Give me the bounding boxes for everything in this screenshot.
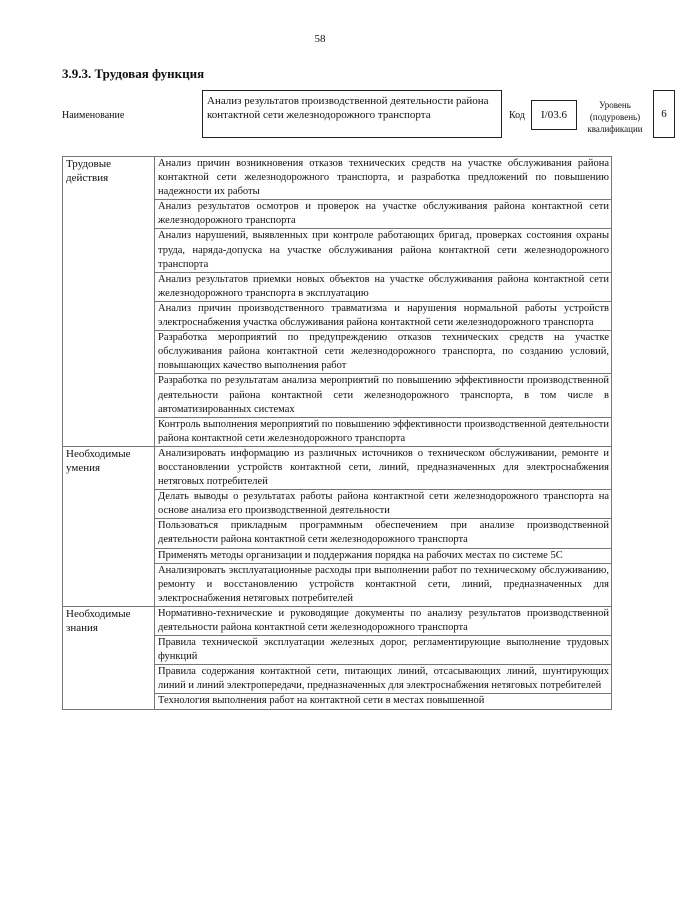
category-cell: Трудовые действия — [63, 157, 155, 447]
page-number: 58 — [314, 33, 326, 45]
item-cell: Анализ результатов осмотров и проверок на участке обслуживания района контактной сети железнодорожного транспорта — [155, 200, 612, 229]
table-row — [63, 606, 612, 635]
item-cell: Анализировать эксплуатационные расходы при выполнении работ по техническому обслуживанию, ремонту и восстановлению устройств контактной сети, линий, предназначенных для электроснабжения нетяговых потребителей — [155, 563, 612, 606]
item-cell: Делать выводы о результатах работы района контактной сети железнодорожного транспорта на основе анализа его производственной деятельности — [155, 490, 612, 519]
item-cell: Анализ причин возникновения отказов технических средств на участке обслуживания района контактной сети железнодорожного транспорта, и разработка предложений по повышению надежности их работы — [155, 157, 612, 200]
category-cell: Необходимые умения — [63, 446, 155, 606]
table-row — [63, 446, 612, 489]
item-cell: Разработка мероприятий по предупреждению отказов технических средств на участке обслуживания района контактной сети железнодорожного транспорта, по созданию условий, повышающих качество выполнения работ — [155, 331, 612, 374]
item-cell: Анализ результатов приемки новых объектов на участке обслуживания района контактной сети железнодорожного транспорта в эксплуатацию — [155, 272, 612, 301]
level-label: Уровень (подуровень) квалификации — [587, 100, 643, 134]
item-cell: Применять методы организации и поддержания порядка на рабочих местах по системе 5С — [155, 548, 612, 563]
function-header — [62, 90, 667, 140]
item-cell: Разработка по результатам анализа мероприятий по повышению эффективности производственной деятельности района контактной сети железнодорожного транспорта, в том числе в автоматизированных системах — [155, 374, 612, 417]
item-cell: Пользоваться прикладным программным обеспечением при анализе производственной деятельности района контактной сети железнодорожного транспорта — [155, 519, 612, 548]
function-table — [62, 156, 612, 710]
name-label: Наименование — [62, 110, 125, 121]
category-cell: Необходимые знания — [63, 606, 155, 709]
item-cell: Анализ нарушений, выявленных при контроле работающих бригад, проверках состояния охраны труда, наряда-допуска на участке обслуживания района контактной сети железнодорожного транспорта — [155, 229, 612, 272]
code-label: Код — [509, 110, 525, 121]
item-cell: Анализ причин производственного травматизма и нарушения нормальной работы устройств электроснабжения участка обслуживания района контактной сети железнодорожного транспорта — [155, 301, 612, 330]
name-value: Анализ результатов производственной деятельности района контактной сети железнодорожного транспорта — [202, 90, 502, 138]
item-cell: Нормативно-технические и руководящие документы по анализу результатов производственной деятельности района контактной сети железнодорожного транспорта — [155, 606, 612, 635]
item-cell: Правила содержания контактной сети, питающих линий, отсасывающих линий, шунтирующих линий и линий электропередачи, предназначенных для электроснабжения нетяговых потребителей — [155, 665, 612, 694]
code-value: I/03.6 — [531, 100, 577, 130]
table-row — [63, 157, 612, 200]
section-heading: 3.9.3. Трудовая функция — [62, 66, 205, 81]
item-cell: Технология выполнения работ на контактной сети в местах повышенной — [155, 694, 612, 709]
item-cell: Контроль выполнения мероприятий по повышению эффективности производственной деятельности района контактной сети железнодорожного транспорта — [155, 417, 612, 446]
item-cell: Анализировать информацию из различных источников о техническом обслуживании, ремонте и восстановлении устройств контактной сети, линий, предназначенных для электроснабжения нетяговых потребителей — [155, 446, 612, 489]
level-value: 6 — [653, 90, 675, 138]
item-cell: Правила технической эксплуатации железных дорог, регламентирующие выполнение трудовых функций — [155, 636, 612, 665]
